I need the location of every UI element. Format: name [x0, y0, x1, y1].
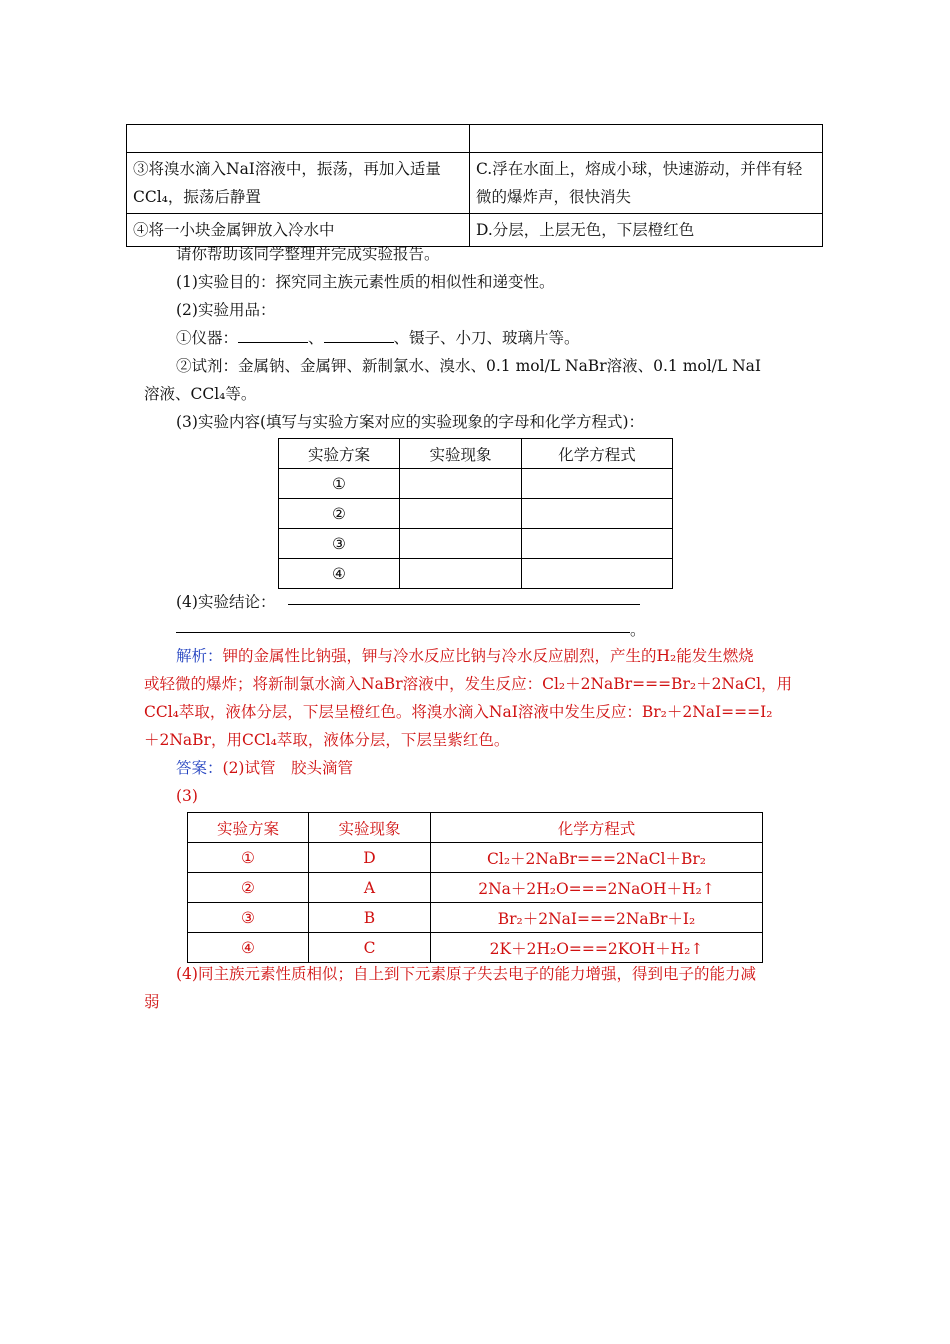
table-cell: ①: [279, 469, 400, 499]
table-cell: [127, 125, 470, 153]
table-row: [127, 125, 823, 153]
table-cell: Br₂＋2NaI===2NaBr＋I₂: [431, 903, 763, 933]
conclusion-blank-1[interactable]: [288, 604, 640, 605]
analysis-line-2: 或轻微的爆炸；将新制氯水滴入NaBr溶液中，发生反应：Cl₂＋2NaBr===Br₂＋2NaCl，用: [144, 675, 793, 693]
table-cell: A: [309, 873, 431, 903]
header-cell: 化学方程式: [431, 813, 763, 843]
table-cell: ③将溴水滴入NaI溶液中，振荡，再加入适量CCl₄，振荡后静置: [127, 153, 470, 214]
answer-cell[interactable]: [522, 529, 673, 559]
question-1: (1)实验目的：探究同主族元素性质的相似性和递变性。: [176, 273, 555, 291]
analysis-line-4: ＋2NaBr，用CCl₄萃取，液体分层，下层呈紫红色。: [144, 731, 510, 749]
question-2: (2)实验用品：: [176, 301, 276, 319]
table-cell: 2Na＋2H₂O===2NaOH＋H₂↑: [431, 873, 763, 903]
blank-field[interactable]: [238, 328, 308, 343]
table-cell: [470, 125, 823, 153]
table-cell: ③: [279, 529, 400, 559]
question-2-reagents-cont: 溶液、CCl₄等。: [144, 385, 257, 403]
conclusion-blank-2[interactable]: [176, 632, 630, 633]
table-header-row: [279, 439, 673, 469]
method-phenomenon-table: [126, 124, 823, 247]
table-cell: 2K＋2H₂O===2KOH＋H₂↑: [431, 933, 763, 963]
answer-cell[interactable]: [522, 559, 673, 589]
table-cell: ④: [188, 933, 309, 963]
answer-line-4: (4)同主族元素性质相似；自上到下元素原子失去电子的能力增强，得到电子的能力减: [176, 965, 756, 983]
blank-field[interactable]: [324, 328, 394, 343]
table-cell: ③: [188, 903, 309, 933]
answer-line-2: [176, 754, 353, 782]
table-row: [279, 499, 673, 529]
answer-line-4-cont: 弱: [144, 993, 160, 1011]
question-2-reagents: ②试剂：金属钠、金属钾、新制氯水、溴水、0.1 mol/L NaBr溶液、0.1 mol/L NaI: [176, 357, 762, 375]
question-2-instruments: [176, 324, 580, 352]
instruments-separator: 、: [308, 329, 324, 347]
header-cell: 实验方案: [279, 439, 400, 469]
table-cell: D: [309, 843, 431, 873]
table-row: [279, 469, 673, 499]
answer-cell[interactable]: [400, 559, 522, 589]
table-cell: ①: [188, 843, 309, 873]
table-row: [188, 933, 763, 963]
answer-cell[interactable]: [400, 499, 522, 529]
answer-cell[interactable]: [522, 469, 673, 499]
experiment-table: [278, 438, 673, 589]
answer-line-3: (3): [176, 787, 198, 805]
table-row: [127, 153, 823, 214]
table-cell: ②: [188, 873, 309, 903]
analysis-line-1: [176, 642, 754, 670]
table-cell: ④: [279, 559, 400, 589]
table-row: [279, 559, 673, 589]
question-3: (3)实验内容(填写与实验方案对应的实验现象的字母和化学方程式)：: [176, 413, 645, 431]
header-cell: 化学方程式: [522, 439, 673, 469]
analysis-text: 钾的金属性比钠强，钾与冷水反应比钠与冷水反应剧烈，产生的H₂能发生燃烧: [222, 647, 754, 665]
table-cell: C.浮在水面上，熔成小球，快速游动，并伴有轻微的爆炸声，很快消失: [470, 153, 823, 214]
question-4: (4)实验结论：: [176, 593, 276, 611]
answer-cell[interactable]: [400, 469, 522, 499]
table-cell: ②: [279, 499, 400, 529]
table-cell: B: [309, 903, 431, 933]
instruments-prefix: ①仪器：: [176, 329, 239, 347]
analysis-label: 解析：: [176, 647, 223, 665]
table-row: [188, 873, 763, 903]
header-cell: 实验现象: [309, 813, 431, 843]
table-cell: Cl₂＋2NaBr===2NaCl＋Br₂: [431, 843, 763, 873]
table-row: [279, 529, 673, 559]
conclusion-period: 。: [630, 621, 646, 639]
table-row: [188, 903, 763, 933]
table-cell: ④将一小块金属钾放入冷水中: [127, 214, 470, 247]
header-cell: 实验方案: [188, 813, 309, 843]
answer-cell[interactable]: [400, 529, 522, 559]
analysis-line-3: CCl₄萃取，液体分层，下层呈橙红色。将溴水滴入NaI溶液中发生反应：Br₂＋2NaI===I₂: [144, 703, 773, 721]
instruments-suffix: 、镊子、小刀、玻璃片等。: [393, 329, 580, 347]
table-cell: C: [309, 933, 431, 963]
answer-text: (2)试管 胶头滴管: [222, 759, 353, 777]
answer-table: [187, 812, 763, 963]
table-row: [188, 843, 763, 873]
header-cell: 实验现象: [400, 439, 522, 469]
answer-cell[interactable]: [522, 499, 673, 529]
answer-label: 答案：: [176, 759, 223, 777]
intro-text: 请你帮助该同学整理并完成实验报告。: [176, 245, 440, 263]
table-cell: D.分层，上层无色，下层橙红色: [470, 214, 823, 247]
table-header-row: [188, 813, 763, 843]
